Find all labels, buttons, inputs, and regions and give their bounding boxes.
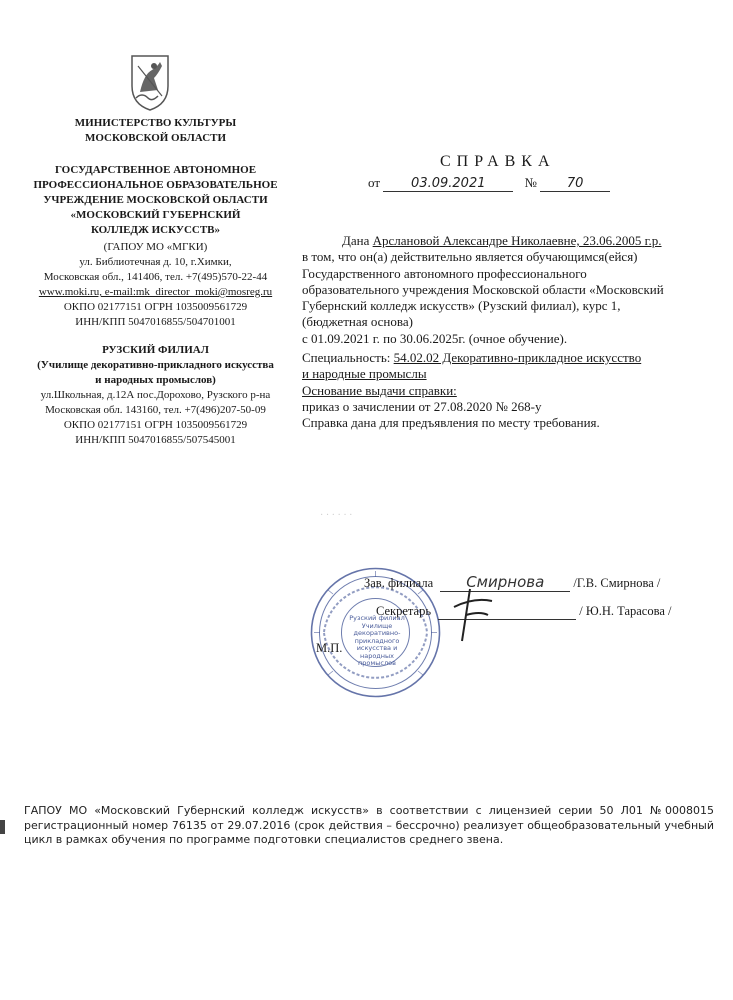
specialty-value-1: 54.02.02 Декоративно-прикладное искусство [393, 350, 642, 366]
head-title: Зав. филиала [364, 576, 434, 590]
faint-ghost-text: · · · · · · [320, 510, 353, 521]
body-line-2-text: Государственного автономного профессионального [302, 265, 587, 281]
issue-date: 03.09.2021 [383, 176, 513, 192]
stamp-inner-4: искусства и [356, 644, 398, 652]
stamp-inner-5: народных промыслов [358, 651, 396, 667]
student-name: Арслановой Александре Николаевне, 23.06.2005 г.р. [372, 233, 662, 248]
document-title: СПРАВКА [440, 153, 556, 170]
stamp-place-label: М.П. [316, 641, 343, 655]
stamp-inner-1: Рузский филиал [349, 614, 405, 622]
ministry-heading [18, 116, 293, 146]
organization-heading [18, 163, 293, 238]
org-line-2: ПРОФЕССИОНАЛЬНОЕ ОБРАЗОВАТЕЛЬНОЕ [33, 179, 278, 191]
certificate-body [302, 233, 692, 432]
number-label: № [524, 175, 537, 190]
head-signature-scribble: Смирнова [440, 573, 570, 592]
stamp-inner-2: Училище [361, 621, 393, 630]
org-okpo: ОКПО 02177151 ОГРН 1035009561729 [63, 301, 248, 313]
org-web-email: www.moki.ru, e-mail:mk_director_moki@mosreg.ru [38, 286, 273, 298]
given-label: Дана [342, 233, 370, 248]
branch-address-2: Московская обл. 143160, тел. +7(496)207-50-09 [45, 404, 266, 416]
secretary-name: / Ю.Н. Тарасова / [579, 604, 672, 618]
org-line-3: УЧРЕЖДЕНИЕ МОСКОВСКОЙ ОБЛАСТИ [43, 194, 268, 206]
org-line-5: КОЛЛЕДЖ ИСКУССТВ» [90, 224, 221, 236]
license-footer: ГАПОУ МО «Московский Губернский колледж искусств» в соответствии с лицензией серии 50 Л01 №0008015 регистрационный номер 76135 от 29.07.2016 (срок действия – бессрочно) реализует общеобразовательный учебный цикл в рамках обучения по программе подготовки специалистов среднего звена. [24, 804, 714, 846]
body-line-5: (бюджетная основа) [302, 314, 413, 330]
secretary-signature-icon [440, 585, 500, 645]
org-line-1: ГОСУДАРСТВЕННОЕ АВТОНОМНОЕ [54, 164, 257, 176]
branch-subtitle-2: и народных промыслов) [95, 374, 216, 386]
head-signature-row [364, 573, 660, 592]
specialty-value-2: и народные промыслы [302, 366, 427, 382]
stamp-inner-3: декоративно-прикладного [353, 629, 401, 645]
basis-label: Основание выдачи справки: [302, 382, 457, 398]
body-line-3: образовательного учреждения Московской области «Московский [302, 281, 664, 297]
stamp-inner-text [342, 615, 412, 668]
coat-of-arms-icon [128, 52, 172, 112]
org-address-1: ул. Библиотечная д. 10, г.Химки, [79, 256, 232, 268]
branch-block [18, 343, 293, 448]
org-short-name: (ГАПОУ МО «МГКИ) [103, 241, 208, 253]
body-line-1: в том, что он(а) действительно является обучающимся(ейся) [302, 249, 638, 265]
branch-inn: ИНН/КПП 5047016855/507545001 [75, 434, 236, 446]
body-line-4: Губернский колледж искусств» (Рузский филиал), курс 1, [302, 298, 621, 314]
org-inn: ИНН/КПП 5047016855/504701001 [75, 316, 236, 328]
secretary-title: Секретарь [376, 604, 432, 618]
issue-number: 70 [540, 176, 610, 192]
body-line-2 [302, 266, 692, 282]
head-name: /Г.В. Смирнова / [573, 576, 661, 590]
purpose-line: Справка дана для предъявления по месту требования. [302, 415, 600, 431]
ministry-line-2: МОСКОВСКОЙ ОБЛАСТИ [84, 132, 227, 144]
from-label: от [368, 175, 381, 190]
branch-subtitle-1: (Училище декоративно-прикладного искусства [37, 359, 274, 371]
branch-address-1: ул.Школьная, д.12А пос.Дорохово, Рузского р-на [40, 389, 271, 401]
branch-title: РУЗСКИЙ ФИЛИАЛ [102, 344, 209, 356]
edge-mark [0, 820, 5, 834]
organization-contacts [18, 240, 293, 330]
date-number-line [368, 175, 610, 192]
ministry-line-1: МИНИСТЕРСТВО КУЛЬТУРЫ [74, 117, 237, 129]
secretary-signature-row [376, 604, 671, 620]
org-address-2: Московская обл., 141406, тел. +7(495)570-22-44 [43, 271, 268, 283]
body-line-6: с 01.09.2021 г. по 30.06.2025г. (очное обучение). [302, 330, 568, 346]
branch-okpo: ОКПО 02177151 ОГРН 1035009561729 [63, 419, 248, 431]
org-line-4: «МОСКОВСКИЙ ГУБЕРНСКИЙ [70, 209, 241, 221]
basis-value: приказ о зачислении от 27.08.2020 № 268-у [302, 398, 542, 414]
specialty-label: Специальность: [302, 350, 391, 366]
